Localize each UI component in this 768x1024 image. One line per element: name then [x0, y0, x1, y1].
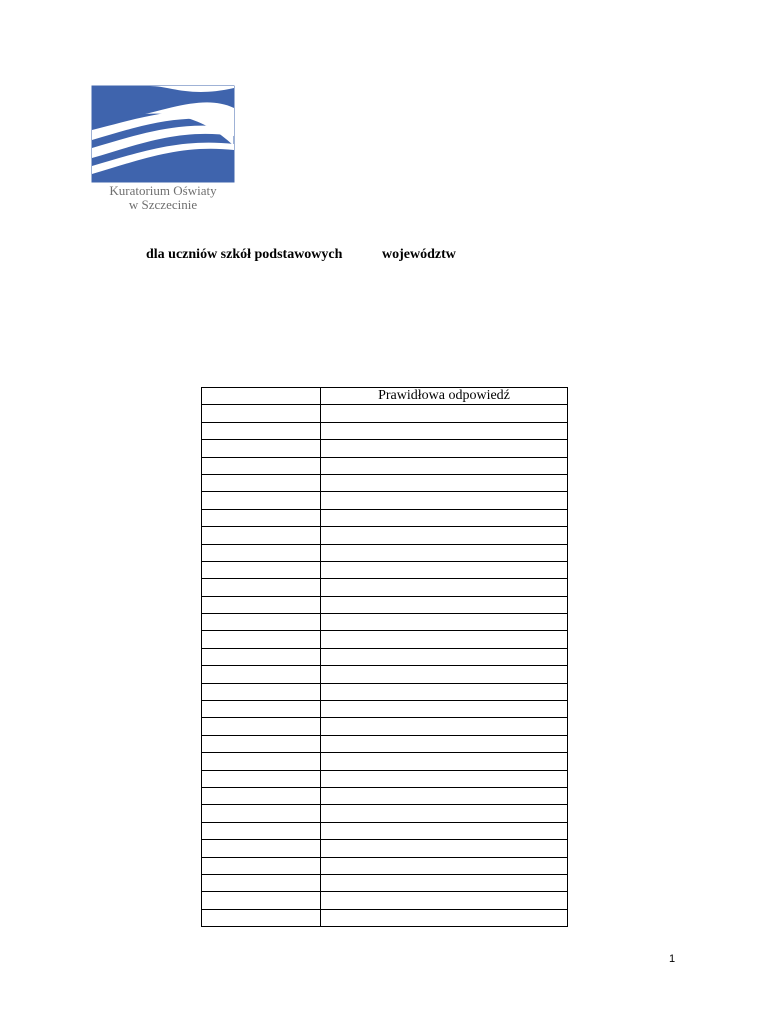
- question-number-cell: [202, 753, 321, 770]
- table-row: [202, 892, 568, 909]
- kuratorium-logo: [90, 84, 236, 214]
- table-row: [202, 735, 568, 752]
- answer-cell: [321, 561, 568, 578]
- table-row: [202, 770, 568, 787]
- question-number-cell: [202, 596, 321, 613]
- question-number-cell: [202, 892, 321, 909]
- table-row: [202, 474, 568, 491]
- question-number-cell: [202, 544, 321, 561]
- question-number-cell: [202, 909, 321, 926]
- question-number-cell: [202, 648, 321, 665]
- answer-cell: [321, 874, 568, 891]
- table-row: [202, 405, 568, 422]
- table-row: [202, 753, 568, 770]
- answer-cell: [321, 735, 568, 752]
- table-row: [202, 422, 568, 439]
- logo-text-line2: w Szczecinie: [128, 197, 198, 212]
- answer-cell: [321, 631, 568, 648]
- answer-cell: [321, 405, 568, 422]
- question-number-cell: [202, 405, 321, 422]
- question-number-cell: [202, 718, 321, 735]
- answer-cell: [321, 787, 568, 804]
- answer-cell: [321, 892, 568, 909]
- answer-cell: [321, 718, 568, 735]
- table-row: [202, 840, 568, 857]
- table-row: [202, 492, 568, 509]
- table-row: [202, 701, 568, 718]
- table-row: [202, 544, 568, 561]
- table-row: [202, 683, 568, 700]
- answer-cell: [321, 457, 568, 474]
- answer-table: [201, 387, 568, 927]
- answer-cell: [321, 440, 568, 457]
- question-number-cell: [202, 422, 321, 439]
- answer-table-body: [202, 405, 568, 927]
- question-number-cell: [202, 631, 321, 648]
- answer-cell: [321, 909, 568, 926]
- question-number-cell: [202, 735, 321, 752]
- answer-cell: [321, 474, 568, 491]
- table-row: [202, 805, 568, 822]
- answer-cell: [321, 544, 568, 561]
- answer-cell: [321, 701, 568, 718]
- page-number: 1: [669, 953, 676, 965]
- question-number-cell: [202, 787, 321, 804]
- table-row: [202, 457, 568, 474]
- question-number-cell: [202, 457, 321, 474]
- table-row: [202, 631, 568, 648]
- answer-cell: [321, 753, 568, 770]
- question-number-cell: [202, 840, 321, 857]
- subtitle-region: województw: [382, 247, 456, 262]
- answer-cell: [321, 840, 568, 857]
- table-row: [202, 874, 568, 891]
- subtitle-audience: dla uczniów szkół podstawowych: [146, 247, 343, 262]
- table-row: [202, 909, 568, 926]
- question-number-cell: [202, 874, 321, 891]
- question-number-cell: [202, 440, 321, 457]
- question-number-cell: [202, 805, 321, 822]
- answer-cell: [321, 527, 568, 544]
- question-number-cell: [202, 561, 321, 578]
- answer-cell: [321, 770, 568, 787]
- table-row: [202, 857, 568, 874]
- table-row: [202, 527, 568, 544]
- header-cell-answer: Prawidłowa odpowiedź: [321, 388, 568, 405]
- table-row: [202, 440, 568, 457]
- table-row: [202, 596, 568, 613]
- answer-cell: [321, 492, 568, 509]
- question-number-cell: [202, 770, 321, 787]
- answer-cell: [321, 614, 568, 631]
- waves-book-icon: [90, 84, 236, 184]
- answer-table-header-row: [202, 388, 568, 405]
- answer-cell: [321, 422, 568, 439]
- answer-cell: [321, 596, 568, 613]
- question-number-cell: [202, 701, 321, 718]
- table-row: [202, 509, 568, 526]
- answer-cell: [321, 666, 568, 683]
- answer-cell: [321, 805, 568, 822]
- question-number-cell: [202, 857, 321, 874]
- question-number-cell: [202, 683, 321, 700]
- answer-cell: [321, 683, 568, 700]
- table-row: [202, 666, 568, 683]
- table-row: [202, 579, 568, 596]
- question-number-cell: [202, 474, 321, 491]
- table-row: [202, 614, 568, 631]
- table-row: [202, 787, 568, 804]
- table-row: [202, 648, 568, 665]
- header-cell-number: [202, 388, 321, 405]
- table-row: [202, 718, 568, 735]
- question-number-cell: [202, 492, 321, 509]
- question-number-cell: [202, 822, 321, 839]
- logo-text-line1: Kuratorium Oświaty: [109, 183, 217, 198]
- answer-cell: [321, 509, 568, 526]
- table-row: [202, 561, 568, 578]
- table-row: [202, 822, 568, 839]
- question-number-cell: [202, 666, 321, 683]
- answer-cell: [321, 648, 568, 665]
- question-number-cell: [202, 527, 321, 544]
- answer-cell: [321, 822, 568, 839]
- question-number-cell: [202, 509, 321, 526]
- question-number-cell: [202, 614, 321, 631]
- question-number-cell: [202, 579, 321, 596]
- answer-cell: [321, 579, 568, 596]
- answer-cell: [321, 857, 568, 874]
